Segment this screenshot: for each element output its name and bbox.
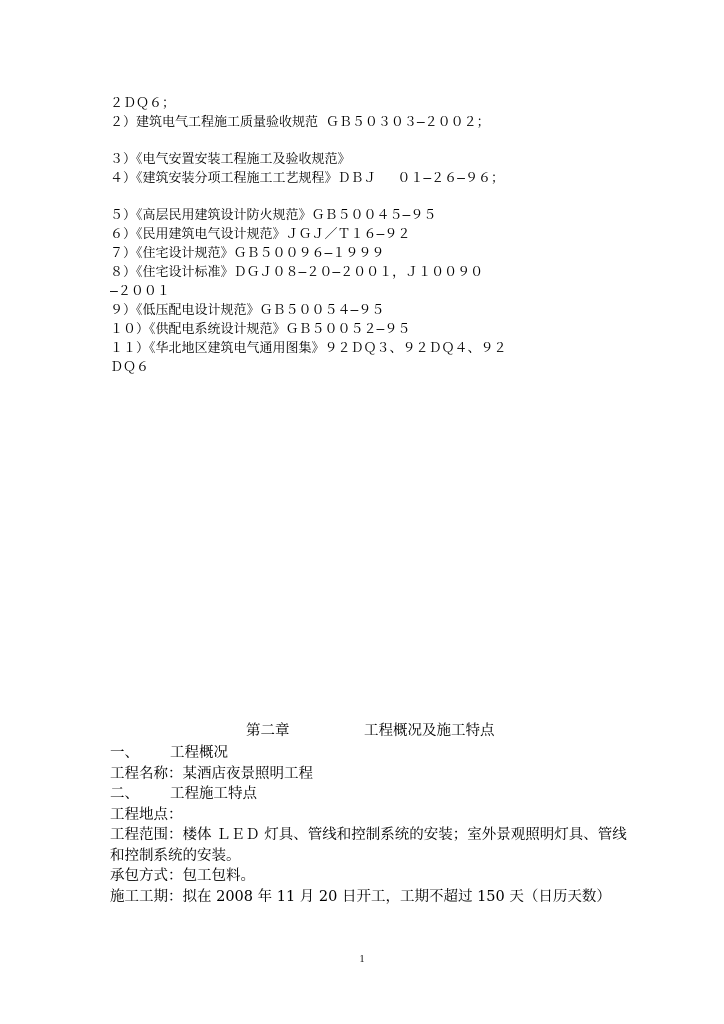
reference-line: ２ＤＱ６； [110,96,176,111]
reference-line: １１）《华北地区建筑电气通用图集》９２ＤＱ３、９２ＤＱ４、９２ [110,341,507,356]
reference-line: ９）《低压配电设计规范》ＧＢ５００５４—９５ [110,303,385,318]
section-title: 工程施工特点 [170,786,257,802]
reference-line: ３）《电气安置安装工程施工及验收规范》 [110,152,351,167]
reference-list [110,94,630,377]
contract-method: 承包方式：包工包料。 [110,868,255,884]
chapter-number: 第二章 [246,723,290,739]
reference-line: ４）《建筑安装分项工程施工工艺规程》ＤＢＪ ０１—２６—９６； [110,171,504,186]
project-name: 工程名称：某酒店夜景照明工程 [110,765,313,782]
reference-line: —２００１ [110,284,170,299]
project-scope: 工程范围：楼体 ＬＥＤ 灯具、管线和控制系统的安装；室外景观照明灯具、管线和控制系统的安装。 [110,827,627,864]
project-location: 工程地点： [110,806,183,823]
page-number: 1 [359,954,365,965]
construction-schedule: 施工工期：拟在 2008 年 11 月 20 日开工，工期不超过 150 天（日历天数） [110,888,611,905]
section-number: 一、 [110,745,139,761]
chapter-title: 工程概况及施工特点 [364,723,495,739]
chapter-heading [110,721,630,743]
reference-line: １０）《供配电系统设计规范》ＧＢ５００５２—９５ [110,322,411,337]
section-heading [110,784,630,805]
blank-line [110,188,630,206]
reference-line: ２）建筑电气工程施工质量验收规范 ＧＢ５０３０３—２００２； [110,115,490,130]
reference-line: ６）《民用建筑电气设计规范》ＪＧＪ／Ｔ１６—９２ [110,227,411,242]
reference-line: ７）《住宅设计规范》ＧＢ５００９６—１９９９ [110,246,385,261]
chapter-section [110,721,630,907]
section-number: 二、 [110,786,139,802]
section-heading [110,743,630,764]
reference-line: ５）《高层民用建筑设计防火规范》ＧＢ５００４５—９５ [110,208,437,223]
reference-line: ８）《住宅设计标准》ＤＧＪ０８—２０—２００１，Ｊ１００９０ [110,265,484,280]
section-title: 工程概况 [170,745,228,761]
blank-line [110,132,630,150]
reference-line: ＤＱ６ [110,360,150,375]
